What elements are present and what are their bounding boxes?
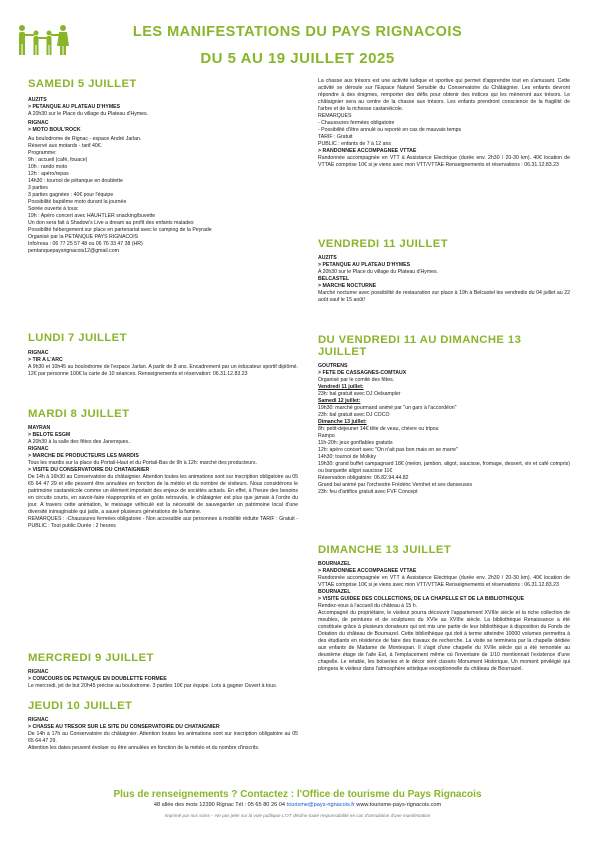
day-heading: SAMEDI 5 JUILLET xyxy=(28,78,137,90)
event-line: 19h30: marché gourmand animé par "un gars à l'accordéon" xyxy=(318,405,457,411)
town-label: RIGNAC xyxy=(28,446,49,452)
day-section-sun13 xyxy=(318,544,570,673)
town-label: BOURNAZEL xyxy=(318,589,351,595)
event-group xyxy=(28,97,298,255)
event-text: Marché nocturne avec possibilité de restauration sur place à 19h à Belcastel les vendredis du 04 juillet au 22 août sauf le 15 août! xyxy=(318,290,570,303)
event-title: > MARCHE DE PRODUCTEURS LES MARDIS xyxy=(28,453,139,459)
event-title: > RANDONNEE ACCOMPAGNEE VTTAE xyxy=(318,568,417,574)
thu10-continued xyxy=(318,78,570,169)
event-line: Organisé par la PETANQUE PAYS RIGNACOIS xyxy=(28,234,139,240)
event-line: 14h30: tournoi de Molkky xyxy=(318,454,376,460)
day-sublabel: Vendredi 11 juillet: xyxy=(318,384,364,390)
event-text: A 20h30 sur le Place du village du Plateau d'Hymes. xyxy=(318,269,439,275)
event-text: De 14h à 17h au Conservatoire du châtaignier. Attention toutes les animations sont sur inscription obligatoire au 05 65 64 47 29. xyxy=(28,731,298,744)
website-link[interactable]: www.tourisme-pays-rignacois.com xyxy=(356,802,442,808)
footer-address xyxy=(0,802,595,808)
event-text: Attention les dates peuvent évoluer ou être annulées en fonction de la météo et du nombre d'inscrits. xyxy=(28,745,260,751)
day-section-wed9 xyxy=(28,652,298,690)
town-label: AUZITS xyxy=(318,255,337,261)
town-label: RIGNAC xyxy=(28,717,49,723)
town-label: BOURNAZEL xyxy=(318,561,351,567)
event-title: > MARCHE NOCTURNE xyxy=(318,283,377,289)
event-line: PUBLIC : enfants de 7 à 12 ans xyxy=(318,141,391,147)
event-line: 10h : rando moto xyxy=(28,164,68,170)
event-line: Au boulodrome de Rignac - espace André Jarlan. xyxy=(28,136,142,142)
event-text: A 9h30 et 10h45 au boulodrome de l'espace Jarlan. A partir de 8 ans. Encadrement par un éducateur sportif diplômé. 12€ par personne 100€ la carte de 10 séances. Renseignements et réservation: 06.31.12.83.23 xyxy=(28,364,298,377)
event-text: La chasse aux trésors est une activité ludique et sportive qui permet d'apprendre tout en s'amusant. Cette activité se déroule sur l'Espace Naturel Sensible du Conservatoire du Châtaignier. Les enfants devront répondre à des énigmes, remporter des défis pour obtenir des indices qui les mèneront aux trésors. Le châtaignier sera au centre de la chasse aux trésors. Les enfants prendront conscience de la fragilité de l'arbre et de la richesse castanéicole. xyxy=(318,78,570,112)
footer-title: Plus de renseignements ? Contactez : l'Office de tourisme du Pays Rignacois xyxy=(113,789,482,800)
event-line: 19h : Apéro concert avec HAUHTLER snacking/buvette xyxy=(28,213,156,219)
event-text: A 20h30 sur le Place du village du Plateau d'Hymes. xyxy=(28,111,149,117)
event-title: > CONCOURS DE PETANQUE EN DOUBLETTE FORMEE xyxy=(28,676,167,682)
town-label: GOUTRENS xyxy=(318,363,348,369)
town-label: MAYRAN xyxy=(28,425,51,431)
event-line: Grand bal animé par l'orchestre Frédéric Vernhet et ses danseuses xyxy=(318,482,473,488)
event-line: Réservé aux motards - tarif 40€. xyxy=(28,143,103,149)
event-text: De 14h à 16h30 au Conservatoire du châtaignier. Attention toutes les animations sont sur inscription obligatoire au 05 65 64 47 29 et elle peuvent être annulées en fonction de la météo et du nombre de visiteurs. Nous considérons le patrimoine castanéicole comme un élément important des enjeux de sociétés actuels. En effet, à l'heure des besoins en circuits courts, en savoir-faire réappropriés et en goûts retrouvés, le châtaignier est plus que jamais à l'ordre du jour. A travers cette animation, le message véhiculé est la nécessité de sauvegarder un patrimoine local d'une diversité inimaginable qui jadis, a sauvé plusieurs générations de la famine. xyxy=(28,474,298,515)
event-title: > CHASSE AU TRESOR SUR LE SITE DU CONSERVATOIRE DU CHATAIGNIER xyxy=(28,724,220,730)
day-section-thu10 xyxy=(28,700,298,752)
day-section-fri11 xyxy=(318,238,570,304)
event-line: 8h: petit-déjeuner 14€ tête de veau, chèvre ou tripou xyxy=(318,426,439,432)
event-text: Randonnée accompagnée en VTT à Assistance Electrique (durée env. 2h30 / 20-30 km). 40€ location de VTTAE comprise 10€ si je viens avec mon VTT/VTTAE Renseignements et réservations : 06.31.12.83.23 xyxy=(318,155,570,168)
event-title: > MOTO BOUL'ROCK xyxy=(28,127,81,133)
event-title: > PETANQUE AU PLATEAU D'HYMES xyxy=(28,104,121,110)
event-title: > TIR A L'ARC xyxy=(28,357,63,363)
town-label: RIGNAC xyxy=(28,120,49,126)
event-line: Possibilité hébergement sur place en partenariat avec le camping de la Peyrade xyxy=(28,227,212,233)
day-heading: MERCREDI 9 JUILLET xyxy=(28,652,154,664)
day-section-tue8 xyxy=(28,408,298,530)
event-line: TARIF : Gratuit xyxy=(318,134,353,140)
day-sublabel: Dimanche 13 juillet: xyxy=(318,419,367,425)
event-text: Randonnée accompagnée en VTT à Assistance Electrique (durée env. 2h30 / 20-30 km). 40€ location de VTTAE comprise 10€ si je viens avec mon VTT/VTTAE Renseignements et réservations : 06.31.12.83.23 xyxy=(318,575,570,588)
event-title: > VISITE GUIDEE DES COLLECTIONS, DE LA CHAPELLE ET DE LA BIBLIOTHEQUE xyxy=(318,596,525,602)
event-line: 23h: bal gratuit avec DJ Oelsampler xyxy=(318,391,401,397)
page-title: LES MANIFESTATIONS DU PAYS RIGNACOIS xyxy=(132,24,463,40)
event-text: Rendez-vous à l'accueil du château à 15 h. xyxy=(318,603,418,609)
event-text: Organisé par le comité des fêtes. xyxy=(318,377,395,383)
event-title: > BELOTE ESGM xyxy=(28,432,71,438)
event-line: 23h: bal gratuit avec DJ COCO xyxy=(318,412,390,418)
event-line: Un don sera fait à Shadow's Live a dream au profit des enfants malades xyxy=(28,220,194,226)
event-text: Le mercredi, jet de but 20h45 précise au boulodrome. 3 parties 10€ par équipe. Lots à gagner Ouvert à tous. xyxy=(28,683,278,689)
event-line: 11h-20h: jeux gonflables gratuits xyxy=(318,440,393,446)
event-text: A 20h30 à la salle des fêtes des Janenques.. xyxy=(28,439,131,445)
event-line: 12h : apéro/repas xyxy=(28,171,69,177)
event-line: Réservation obligatoire: 06.82.94.44.82 xyxy=(318,475,409,481)
event-line: - Chaussures fermées obligatoire xyxy=(318,120,395,126)
day-heading: LUNDI 7 JUILLET xyxy=(28,332,127,344)
event-line: 3 parties gagnées : 40€ pour l'équipe xyxy=(28,192,114,198)
event-line: 14h30 : tournoi de pétanque en doublette xyxy=(28,178,123,184)
page-subtitle: DU 5 AU 19 JUILLET 2025 xyxy=(200,50,395,67)
day-heading: MARDI 8 JUILLET xyxy=(28,408,130,420)
event-line: 9h : accueil (café, fouace) xyxy=(28,157,88,163)
event-text: Tous les mardis sur la place du Portail-Haut et du Portail-Bas de 9h à 12h: marché des producteurs. xyxy=(28,460,257,466)
event-text: REMARQUES : -Chaussures fermées obligatoire - Non accessible aux personnes à mobilité réduite TARIF : Gratuit - PUBLIC : Tout public Durée : 2 heures xyxy=(28,516,298,529)
event-line: 12h: apéro concert avec "On n'ait pas bon mais on se marre" xyxy=(318,447,458,453)
event-title: > VISITE DU CONSERVATOIRE DU CHATAIGNIER xyxy=(28,467,150,473)
day-heading: DU VENDREDI 11 AU DIMANCHE 13 JUILLET xyxy=(318,334,522,358)
event-line: - Possibilité d'être annulé ou reporté en cas de mauvais temps xyxy=(318,127,462,133)
town-label: BELCASTEL xyxy=(318,276,350,282)
town-label: RIGNAC xyxy=(28,350,49,356)
email-link[interactable]: tourisme@pays-rignacois.fr xyxy=(286,802,355,808)
address-text: 48 allée des mots 12390 Rignac Tél : 05 65 80 26 04 xyxy=(153,802,285,808)
contact-email[interactable]: pentanquepaysrignacois12@gmail.com xyxy=(28,248,119,254)
town-label: RIGNAC xyxy=(28,669,49,675)
event-title: > PETANQUE AU PLATEAU D'HYMES xyxy=(318,262,411,268)
event-line: 23h: feu d'artifice gratuit avec FVF Concept xyxy=(318,489,418,495)
day-section-sat5 xyxy=(28,78,298,90)
event-line: Possibilité baptême moto durant la journée xyxy=(28,199,127,205)
day-heading: VENDREDI 11 JUILLET xyxy=(318,238,449,250)
event-line: REMARQUES xyxy=(318,113,352,119)
event-title: > RANDONNEE ACCOMPAGNEE VTTAE xyxy=(318,148,417,154)
event-title: > FETE DE CASSAGNES-COMTAUX xyxy=(318,370,407,376)
day-section-fri11-sun13 xyxy=(318,334,570,496)
event-line: Programme: xyxy=(28,150,57,156)
event-line: Soirée ouverte à tous: xyxy=(28,206,79,212)
day-sublabel: Samedi 12 juillet: xyxy=(318,398,361,404)
day-heading: DIMANCHE 13 JUILLET xyxy=(318,544,452,556)
event-text: 19h30: grand buffet campagnard 18€ (melon, jambon, aligot, saucisse, fromage, dessert, vin et café compris) ou barquette aligot saucisse 11€ xyxy=(318,461,570,474)
event-text: Accompagné du propriétaire, le visiteur pourra découvrir l'appartement XVIIIe siècle et la riche collection de meubles, de peintures et de sculptures du XVIe au XVIIIe siècle. La bibliothèque Renaissance a été constituée grâce à plusieurs donateurs qui ont mis une partie de leur bibliothèque à disposition du Fonds de Dotation du château de Bournazel. Cette bibliothèque qui doit à terme atteindre 10000 volumes permettra à des étudiants en résidence de faire des travaux de recherche. La visite se terminera par la chapelle dédiée aux enfants de Madame de Montespan. Il s'agit d'une chapelle du XVIIe siècle qui a été remontée au deuxième étage de l'aile Est, à l'emplacement même où l'inventaire de 1/10 mentionnait l'existence d'une chapelle. Le retable, les boiseries et le décor sont classés Monument Historique. Un moment privilégié qui plongera le visiteur dans l'atmosphère artistique exceptionnelle du château de Bournazel. xyxy=(318,610,570,672)
event-line: Info/resa : 06 77 25 57 48 ou 06 76 33 47 38 (HR) xyxy=(28,241,143,247)
footer-note: Imprimé par nos soins – Ne pas jeter sur la voie publique L'OT décline toute responsabilité en cas d'annulation d'une manifestation xyxy=(164,813,431,818)
event-line: 3 parties xyxy=(28,185,48,191)
town-label: AUZITS xyxy=(28,97,47,103)
day-heading: JEUDI 10 JUILLET xyxy=(28,700,133,712)
day-section-mon7 xyxy=(28,332,298,378)
event-line: Rampo xyxy=(318,433,335,439)
